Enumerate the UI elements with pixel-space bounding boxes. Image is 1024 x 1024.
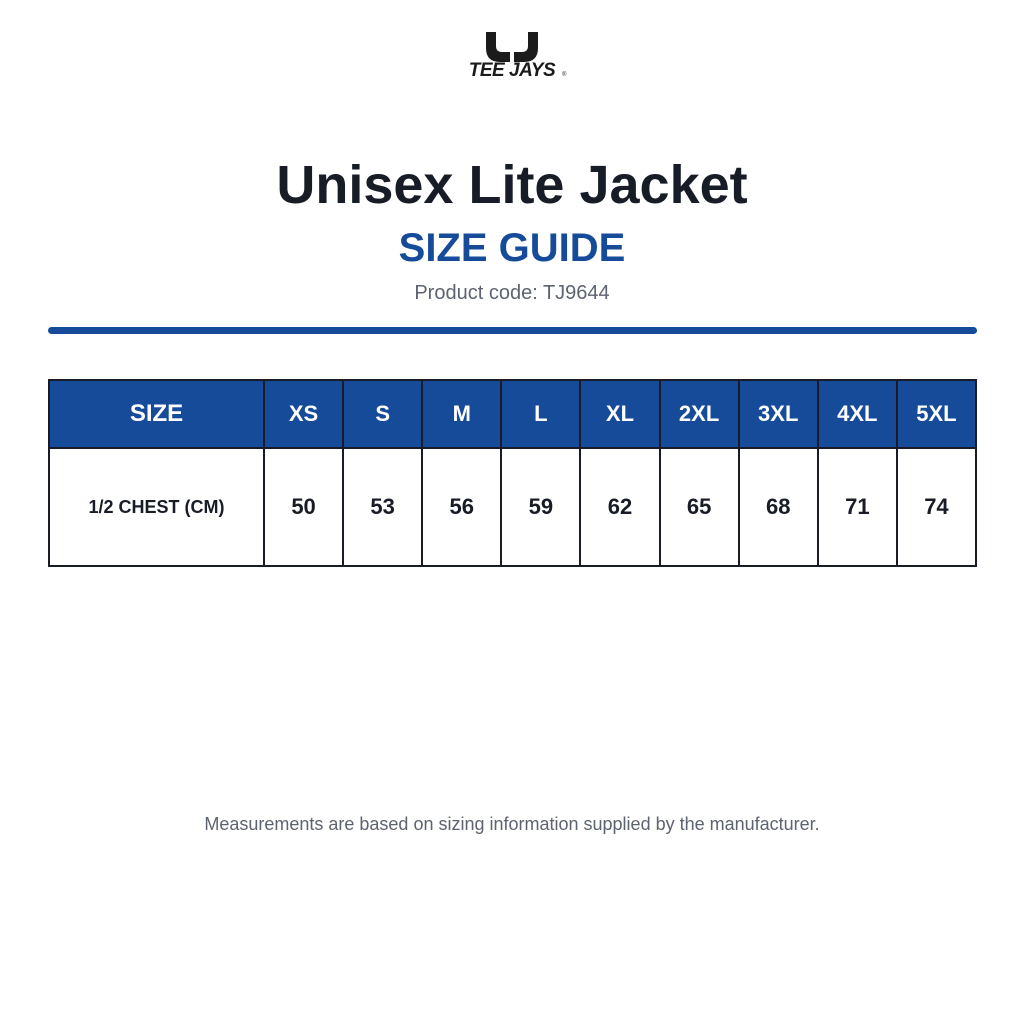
table-row	[49, 448, 976, 566]
measurement-cell: 53	[343, 448, 422, 566]
table-body	[49, 448, 976, 566]
size-header-s: S	[343, 380, 422, 448]
measurement-cell: 65	[660, 448, 739, 566]
page-title: Unisex Lite Jacket	[276, 155, 748, 215]
size-header-5xl: 5XL	[897, 380, 976, 448]
measurement-cell: 74	[897, 448, 976, 566]
logo-wordmark: TEE JAYS	[468, 60, 556, 81]
measurement-cell: 59	[501, 448, 580, 566]
registered-mark: ®	[562, 72, 567, 78]
measurement-cell: 68	[739, 448, 818, 566]
size-header-l: L	[501, 380, 580, 448]
size-header-2xl: 2XL	[660, 380, 739, 448]
size-column-header: SIZE	[49, 380, 264, 448]
footnote: Measurements are based on sizing information supplied by the manufacturer.	[204, 814, 820, 834]
measurement-cell: 50	[264, 448, 343, 566]
measurement-cell: 62	[580, 448, 659, 566]
measurement-cell: 71	[818, 448, 897, 566]
page-subtitle: SIZE GUIDE	[398, 226, 626, 270]
measurement-cell: 56	[422, 448, 501, 566]
product-code: Product code: TJ9644	[414, 282, 610, 304]
size-header-xl: XL	[580, 380, 659, 448]
size-header-xs: XS	[264, 380, 343, 448]
table-header-row	[49, 380, 976, 448]
size-header-4xl: 4XL	[818, 380, 897, 448]
row-label: 1/2 CHEST (CM)	[49, 448, 264, 566]
size-table	[48, 379, 977, 567]
size-header-m: M	[422, 380, 501, 448]
brand-logo	[452, 30, 572, 84]
tee-jays-logo-icon	[484, 32, 540, 62]
size-header-3xl: 3XL	[739, 380, 818, 448]
header-divider	[48, 327, 977, 334]
